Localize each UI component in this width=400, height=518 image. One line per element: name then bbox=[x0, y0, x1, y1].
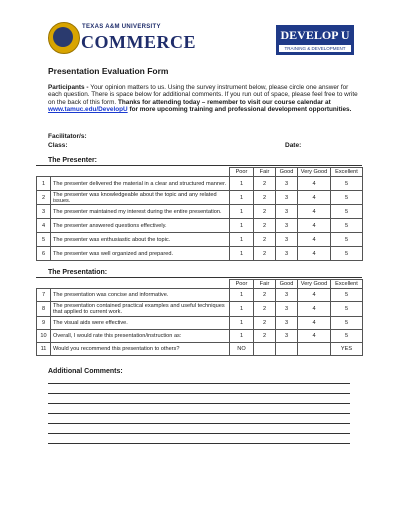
rating-option[interactable]: 1 bbox=[230, 330, 254, 343]
question-number: 6 bbox=[37, 247, 51, 261]
course-calendar-link[interactable]: www.tamuc.edu/DevelopU bbox=[48, 106, 128, 114]
rating-option[interactable]: 3 bbox=[276, 247, 298, 261]
scale-very-good: Very Good bbox=[298, 168, 331, 177]
scale-very-good: Very Good bbox=[298, 280, 331, 289]
university-line: TEXAS A&M UNIVERSITY bbox=[82, 24, 161, 30]
scale-header-row bbox=[37, 280, 363, 289]
rating-option[interactable]: 2 bbox=[254, 317, 276, 330]
question-number: 1 bbox=[37, 177, 51, 191]
presenter-table bbox=[36, 167, 363, 261]
rating-option[interactable]: 2 bbox=[254, 177, 276, 191]
develop-u-logo bbox=[276, 25, 354, 55]
intro-bold-end: for more upcoming training and professional development opportunities. bbox=[127, 106, 352, 114]
comments-heading: Additional Comments: bbox=[48, 368, 123, 375]
rating-option[interactable]: 1 bbox=[230, 289, 254, 302]
rating-option[interactable]: 4 bbox=[298, 205, 331, 219]
rating-option[interactable]: 3 bbox=[276, 302, 298, 317]
rating-option-yes[interactable]: YES bbox=[331, 343, 363, 356]
question-text: Overall, I would rate this presentation/instruction as: bbox=[51, 330, 230, 343]
rating-option[interactable]: 4 bbox=[298, 177, 331, 191]
presentation-heading: The Presentation: bbox=[48, 269, 108, 276]
rating-option[interactable]: 5 bbox=[331, 302, 363, 317]
question-text: The presenter answered questions effectively. bbox=[51, 219, 230, 233]
rating-option[interactable]: 4 bbox=[298, 302, 331, 317]
question-number: 4 bbox=[37, 219, 51, 233]
rating-option[interactable]: 5 bbox=[331, 177, 363, 191]
scale-header-row bbox=[37, 168, 363, 177]
scale-excellent: Excellent bbox=[331, 280, 363, 289]
presentation-table bbox=[36, 279, 363, 356]
question-number: 10 bbox=[37, 330, 51, 343]
rating-option[interactable]: 5 bbox=[331, 191, 363, 205]
comment-line[interactable] bbox=[48, 433, 350, 434]
rating-option[interactable]: 4 bbox=[298, 191, 331, 205]
lion-seal-icon bbox=[48, 22, 80, 54]
table-row bbox=[37, 302, 363, 317]
rating-option[interactable]: 2 bbox=[254, 233, 276, 247]
question-text: The visual aids were effective. bbox=[51, 317, 230, 330]
rating-option[interactable]: 3 bbox=[276, 330, 298, 343]
rating-option[interactable]: 5 bbox=[331, 205, 363, 219]
rating-option-no[interactable]: NO bbox=[230, 343, 254, 356]
question-number: 9 bbox=[37, 317, 51, 330]
rating-option[interactable]: 1 bbox=[230, 177, 254, 191]
rating-option[interactable]: 5 bbox=[331, 289, 363, 302]
presenter-heading: The Presenter: bbox=[48, 157, 98, 164]
rating-option[interactable]: 5 bbox=[331, 317, 363, 330]
rating-option[interactable]: 5 bbox=[331, 247, 363, 261]
table-row bbox=[37, 177, 363, 191]
rating-option[interactable]: 4 bbox=[298, 289, 331, 302]
rating-option bbox=[276, 343, 298, 356]
table-row bbox=[37, 289, 363, 302]
question-text: The presenter was knowledgeable about the topic and any related issues. bbox=[51, 191, 230, 205]
table-row bbox=[37, 330, 363, 343]
scale-poor: Poor bbox=[230, 168, 254, 177]
table-row bbox=[37, 317, 363, 330]
comment-line[interactable] bbox=[48, 393, 350, 394]
table-row bbox=[37, 219, 363, 233]
rating-option[interactable]: 3 bbox=[276, 233, 298, 247]
rating-option[interactable]: 4 bbox=[298, 233, 331, 247]
question-text: The presenter maintained my interest during the entire presentation. bbox=[51, 205, 230, 219]
rating-option[interactable]: 2 bbox=[254, 302, 276, 317]
rating-option[interactable]: 4 bbox=[298, 330, 331, 343]
rating-option[interactable]: 2 bbox=[254, 191, 276, 205]
question-number: 11 bbox=[37, 343, 51, 356]
question-text: The presenter was well organized and prepared. bbox=[51, 247, 230, 261]
table-row bbox=[37, 233, 363, 247]
comment-line[interactable] bbox=[48, 403, 350, 404]
question-number: 7 bbox=[37, 289, 51, 302]
question-number: 5 bbox=[37, 233, 51, 247]
comment-line[interactable] bbox=[48, 383, 350, 384]
rating-option[interactable]: 3 bbox=[276, 219, 298, 233]
rating-option[interactable]: 4 bbox=[298, 219, 331, 233]
rating-option[interactable]: 2 bbox=[254, 205, 276, 219]
rating-option[interactable]: 1 bbox=[230, 317, 254, 330]
question-text: Would you recommend this presentation to others? bbox=[51, 343, 230, 356]
rating-option[interactable]: 5 bbox=[331, 219, 363, 233]
section-divider bbox=[36, 165, 362, 166]
question-text: The presentation contained practical examples and useful techniques that applied to current work. bbox=[51, 302, 230, 317]
scale-fair: Fair bbox=[254, 280, 276, 289]
question-number: 8 bbox=[37, 302, 51, 317]
rating-option[interactable]: 2 bbox=[254, 289, 276, 302]
form-title: Presentation Evaluation Form bbox=[48, 66, 169, 76]
question-number: 3 bbox=[37, 205, 51, 219]
scale-good: Good bbox=[276, 168, 298, 177]
scale-good: Good bbox=[276, 280, 298, 289]
scale-poor: Poor bbox=[230, 280, 254, 289]
question-text: The presenter was enthusiastic about the topic. bbox=[51, 233, 230, 247]
section-divider bbox=[36, 277, 362, 278]
comment-line[interactable] bbox=[48, 423, 350, 424]
rating-option[interactable]: 3 bbox=[276, 289, 298, 302]
rating-option[interactable]: 4 bbox=[298, 317, 331, 330]
rating-option[interactable]: 5 bbox=[331, 330, 363, 343]
scale-excellent: Excellent bbox=[331, 168, 363, 177]
rating-option[interactable]: 3 bbox=[276, 317, 298, 330]
tamuc-logo bbox=[48, 22, 196, 58]
intro-lead: Participants - bbox=[48, 84, 91, 91]
rating-option[interactable]: 5 bbox=[331, 233, 363, 247]
class-label: Class: bbox=[48, 142, 68, 149]
rating-option[interactable]: 3 bbox=[276, 177, 298, 191]
table-row bbox=[37, 343, 363, 356]
scale-fair: Fair bbox=[254, 168, 276, 177]
rating-option[interactable]: 3 bbox=[276, 205, 298, 219]
table-row bbox=[37, 247, 363, 261]
rating-option[interactable]: 3 bbox=[276, 191, 298, 205]
intro-text: Your opinion matters to us. Using the survey instrument below, please circle one answer for each question. There is space below for additional comments. If you run out of space, please feel free to write on the back of this form. bbox=[48, 84, 358, 106]
brand-title: DEVELOP U bbox=[280, 28, 350, 42]
table-row bbox=[37, 205, 363, 219]
intro-bold: Thanks for attending today – remember to visit our course calendar at bbox=[117, 98, 331, 106]
rating-option[interactable]: 1 bbox=[230, 302, 254, 317]
rating-option[interactable]: 2 bbox=[254, 247, 276, 261]
question-text: The presentation was concise and informative. bbox=[51, 289, 230, 302]
question-text: The presenter delivered the material in a clear and structured manner. bbox=[51, 177, 230, 191]
table-row bbox=[37, 191, 363, 205]
facilitator-label: Facilitator/s: bbox=[48, 133, 87, 140]
rating-option[interactable]: 1 bbox=[230, 191, 254, 205]
brand-subtitle: TRAINING & DEVELOPMENT bbox=[279, 45, 351, 52]
comment-line[interactable] bbox=[48, 413, 350, 414]
question-number: 2 bbox=[37, 191, 51, 205]
rating-option[interactable]: 1 bbox=[230, 205, 254, 219]
comment-line[interactable] bbox=[48, 443, 350, 444]
rating-option[interactable]: 2 bbox=[254, 219, 276, 233]
rating-option[interactable]: 4 bbox=[298, 247, 331, 261]
rating-option[interactable]: 2 bbox=[254, 330, 276, 343]
rating-option[interactable]: 1 bbox=[230, 247, 254, 261]
university-name: COMMERCE bbox=[81, 32, 196, 52]
rating-option[interactable]: 1 bbox=[230, 219, 254, 233]
intro-paragraph bbox=[48, 84, 358, 114]
rating-option bbox=[254, 343, 276, 356]
rating-option[interactable]: 1 bbox=[230, 233, 254, 247]
rating-option bbox=[298, 343, 331, 356]
date-label: Date: bbox=[285, 142, 302, 149]
